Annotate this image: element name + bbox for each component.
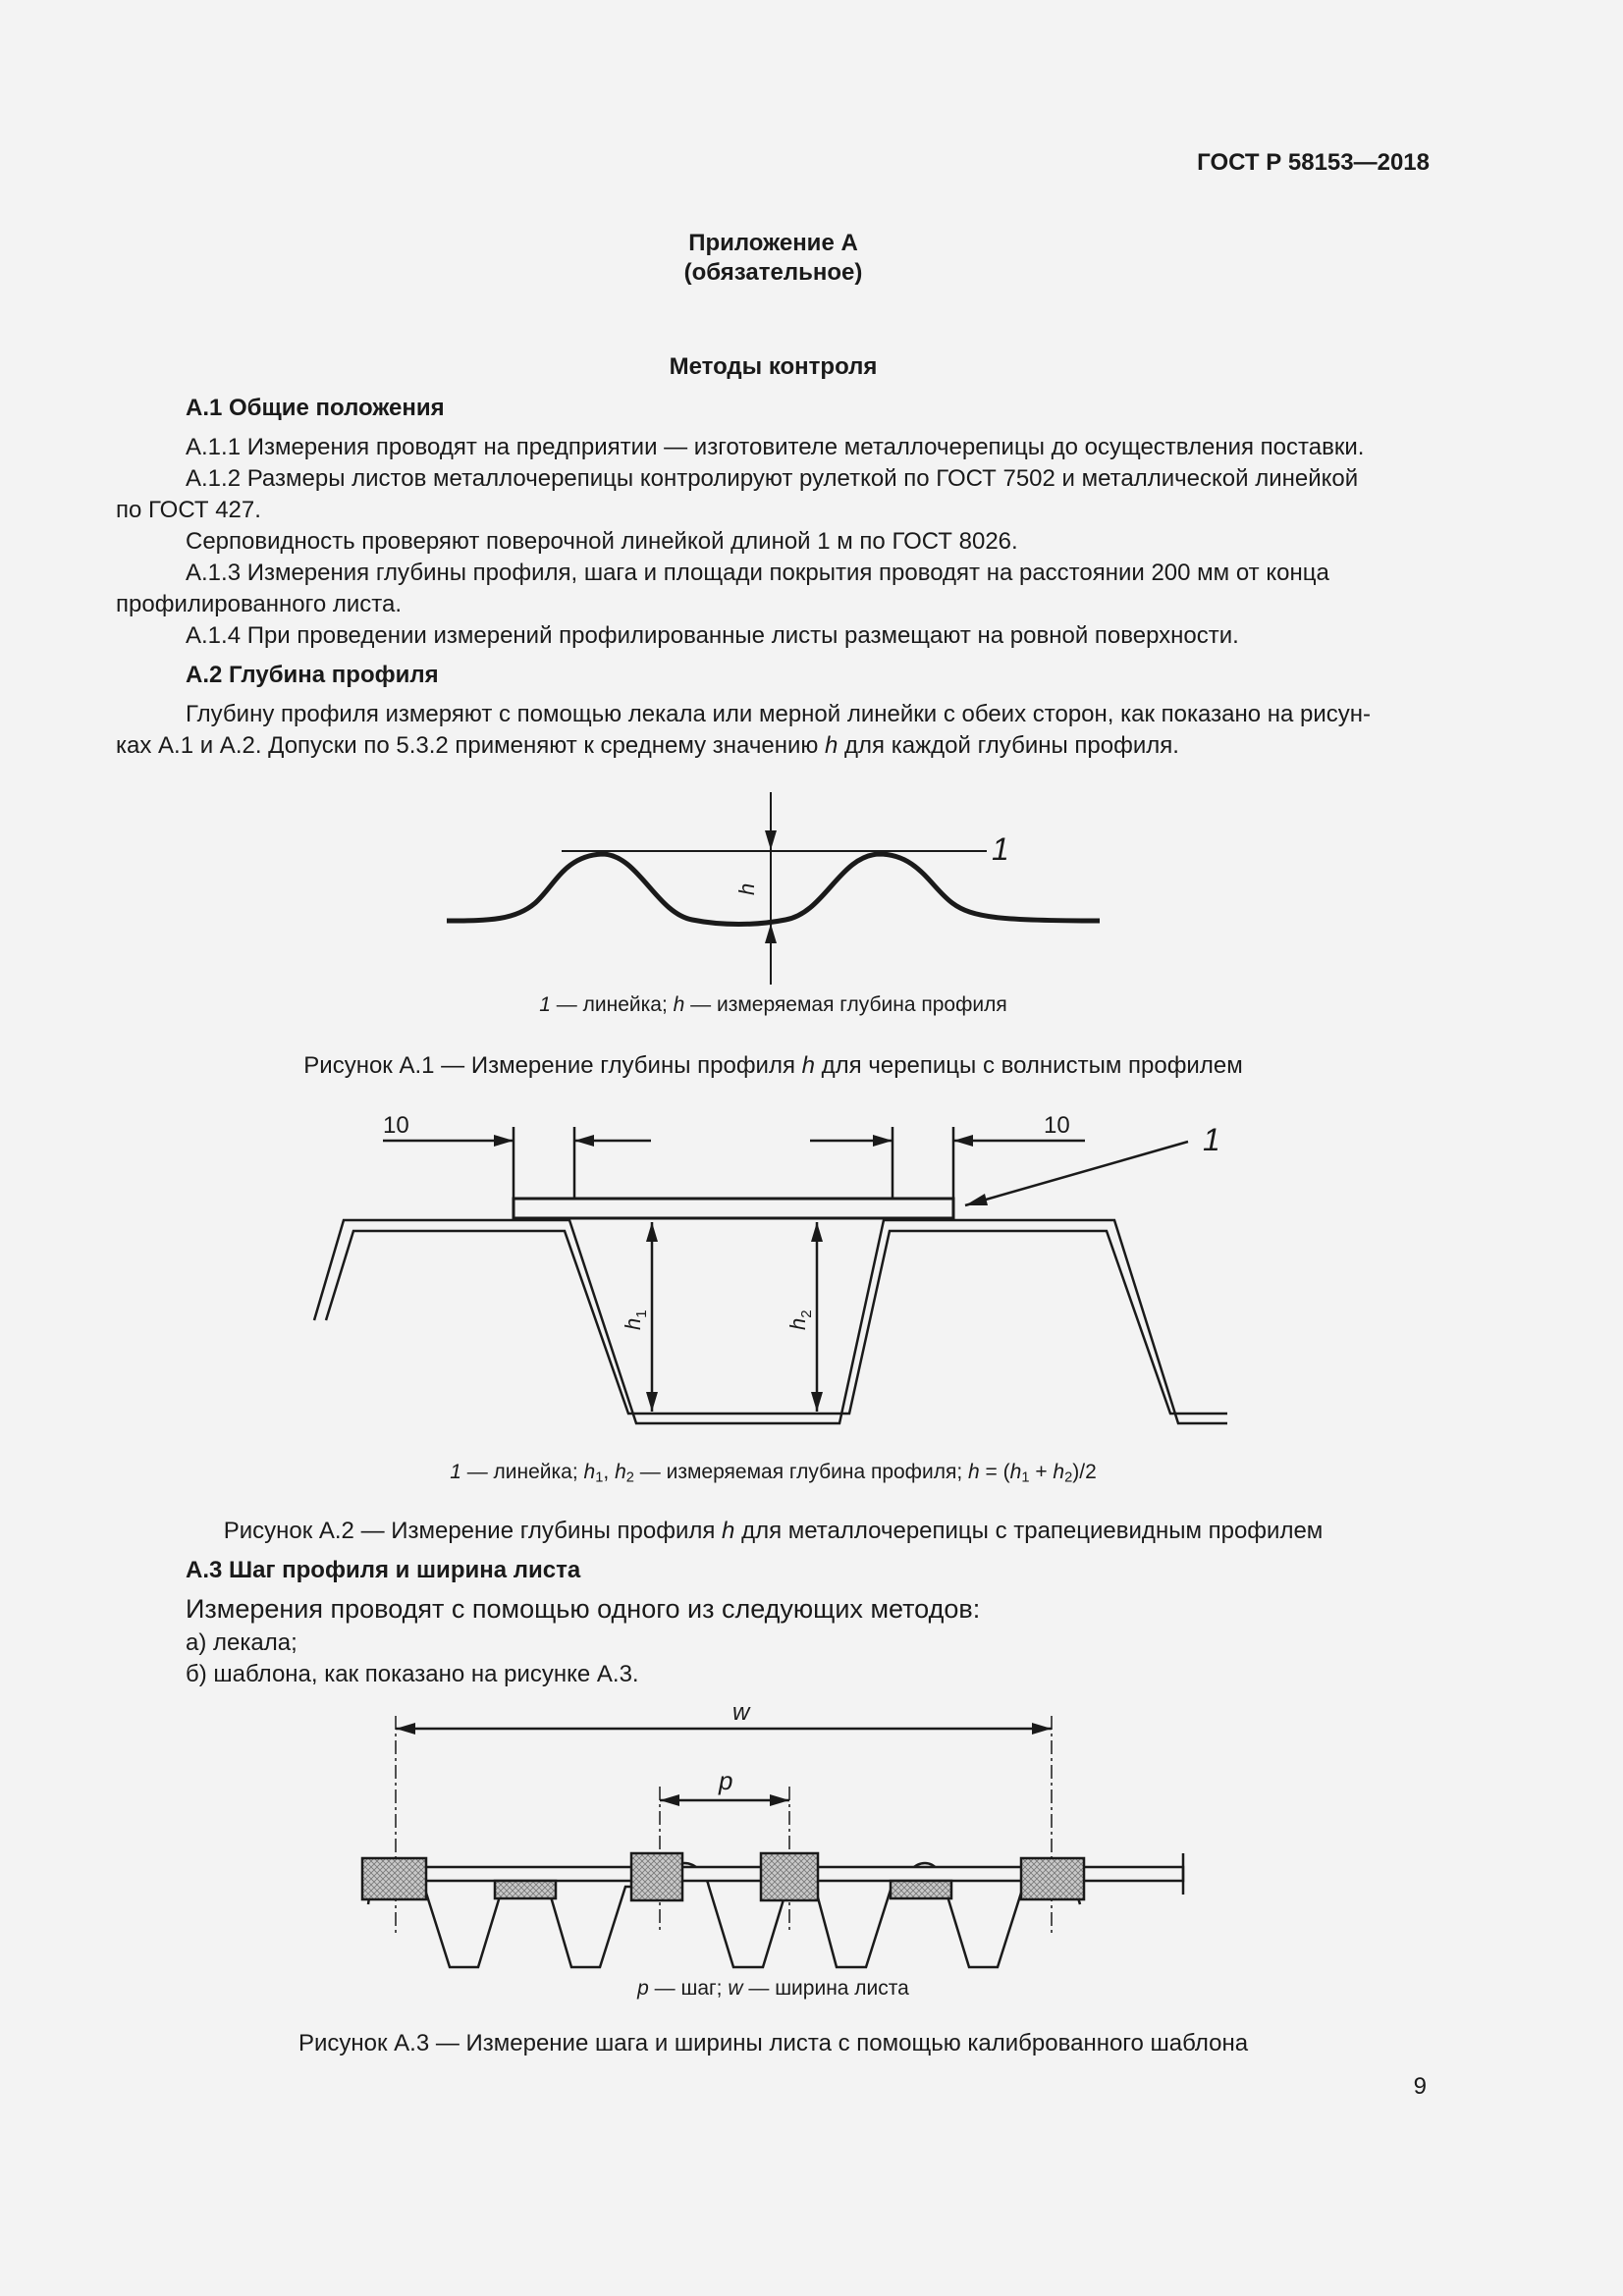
label-h2-var: h bbox=[785, 1317, 810, 1330]
arrow bbox=[660, 1794, 679, 1806]
arrow bbox=[396, 1723, 415, 1735]
caption-variable: h bbox=[722, 1518, 735, 1544]
legend-subscript: 1 bbox=[1021, 1469, 1030, 1486]
label-1: 1 bbox=[1203, 1122, 1220, 1157]
template-block bbox=[761, 1853, 818, 1900]
arrow bbox=[1032, 1723, 1052, 1735]
legend-variable: h bbox=[673, 993, 685, 1016]
legend-variable: h bbox=[615, 1461, 626, 1483]
a2-text: для каждой глубины профиля. bbox=[838, 732, 1179, 759]
legend-number: 1 bbox=[539, 993, 551, 1016]
label-h2-sub: 2 bbox=[798, 1309, 815, 1318]
a1-paragraph-4-line-1: А.1.3 Измерения глубины профиля, шага и площади покрытия проводят на расстоянии 200 мм от конца bbox=[186, 560, 1329, 586]
template-block bbox=[495, 1881, 556, 1898]
a3-list-item-b: б) шаблона, как показано на рисунке А.3. bbox=[186, 1661, 639, 1687]
legend-text: — линейка; bbox=[460, 1461, 584, 1483]
label-w: w bbox=[732, 1699, 750, 1726]
legend-variable: h bbox=[968, 1461, 980, 1483]
caption-variable: h bbox=[801, 1052, 815, 1079]
legend-subscript: 1 bbox=[595, 1469, 604, 1486]
caption-text: Рисунок А.2 — Измерение глубины профиля bbox=[223, 1518, 723, 1544]
legend-subscript: 2 bbox=[625, 1469, 634, 1486]
a3-list-item-a: а) лекала; bbox=[186, 1629, 298, 1656]
a1-paragraph-2-line-2: по ГОСТ 427. bbox=[116, 497, 261, 523]
label-1: 1 bbox=[992, 831, 1009, 867]
section-title: Методы контроля bbox=[669, 353, 878, 380]
caption-text: для металлочерепицы с трапециевидным профилем bbox=[734, 1518, 1324, 1544]
a1-paragraph-4-line-2: профилированного листа. bbox=[116, 591, 403, 617]
legend-variable: w bbox=[728, 1977, 743, 2000]
a1-heading: А.1 Общие положения bbox=[186, 395, 445, 421]
label-h1-sub: 1 bbox=[633, 1309, 650, 1318]
legend-subscript: 2 bbox=[1064, 1469, 1073, 1486]
a3-heading: А.3 Шаг профиля и ширина листа bbox=[186, 1557, 581, 1583]
legend-variable: h bbox=[1053, 1461, 1065, 1483]
label-p: p bbox=[719, 1766, 733, 1795]
legend-text: — измеряемая глубина профиля; bbox=[633, 1461, 968, 1483]
dimension-label-right: 10 bbox=[1044, 1112, 1070, 1139]
a2-variable: h bbox=[825, 732, 839, 759]
legend-variable: h bbox=[583, 1461, 596, 1483]
label-h: h bbox=[734, 882, 759, 895]
appendix-title: Приложение А bbox=[688, 230, 858, 256]
label-h1-var: h bbox=[621, 1317, 645, 1330]
legend-text: + bbox=[1029, 1461, 1054, 1483]
appendix-status: (обязательное) bbox=[683, 259, 863, 286]
a2-text: ках А.1 и А.2. Допуски по 5.3.2 применяют к среднему значению bbox=[116, 732, 826, 759]
legend-variable: p bbox=[637, 1977, 649, 2000]
page-number: 9 bbox=[1413, 2073, 1427, 2100]
legend-text: — шаг; bbox=[648, 1977, 729, 2000]
legend-number: 1 bbox=[450, 1461, 461, 1483]
caption-text: Рисунок А.1 — Измерение глубины профиля bbox=[303, 1052, 802, 1079]
figure-a3-legend bbox=[0, 1975, 1546, 2002]
legend-text: = ( bbox=[979, 1461, 1010, 1483]
legend-text: , bbox=[603, 1461, 616, 1483]
arrow bbox=[770, 1794, 789, 1806]
document-id: ГОСТ Р 58153—2018 bbox=[1197, 149, 1430, 176]
a1-paragraph-2-line-1: А.1.2 Размеры листов металлочерепицы контролируют рулеткой по ГОСТ 7502 и металлической линейкой bbox=[186, 465, 1359, 492]
a3-intro: Измерения проводят с помощью одного из следующих методов: bbox=[186, 1594, 981, 1624]
template-block bbox=[631, 1853, 682, 1900]
a1-paragraph-3: Серповидность проверяют поверочной линейкой длиной 1 м по ГОСТ 8026. bbox=[186, 528, 1018, 555]
a2-heading: А.2 Глубина профиля bbox=[186, 662, 439, 688]
dimension-label-left: 10 bbox=[383, 1112, 409, 1139]
template-block bbox=[891, 1881, 951, 1898]
template-block bbox=[1021, 1858, 1084, 1899]
a1-paragraph-1: А.1.1 Измерения проводят на предприятии — изготовителе металлочерепицы до осуществления поставки. bbox=[186, 434, 1365, 460]
legend-text: — линейка; bbox=[550, 993, 674, 1016]
legend-text: )/2 bbox=[1072, 1461, 1097, 1483]
a2-paragraph-line-1: Глубину профиля измеряют с помощью лекала или мерной линейки с обеих сторон, как показано на рисун- bbox=[186, 701, 1371, 727]
template-block bbox=[362, 1858, 426, 1899]
a1-paragraph-5: А.1.4 При проведении измерений профилированные листы размещают на ровной поверхности. bbox=[186, 622, 1239, 649]
figure-a3-caption: Рисунок А.3 — Измерение шага и ширины листа с помощью калиброванного шаблона bbox=[298, 2030, 1249, 2056]
legend-variable: h bbox=[1009, 1461, 1022, 1483]
caption-text: для черепицы с волнистым профилем bbox=[815, 1052, 1243, 1079]
legend-text: — измеряемая глубина профиля bbox=[684, 993, 1007, 1016]
legend-text: — ширина листа bbox=[742, 1977, 909, 2000]
